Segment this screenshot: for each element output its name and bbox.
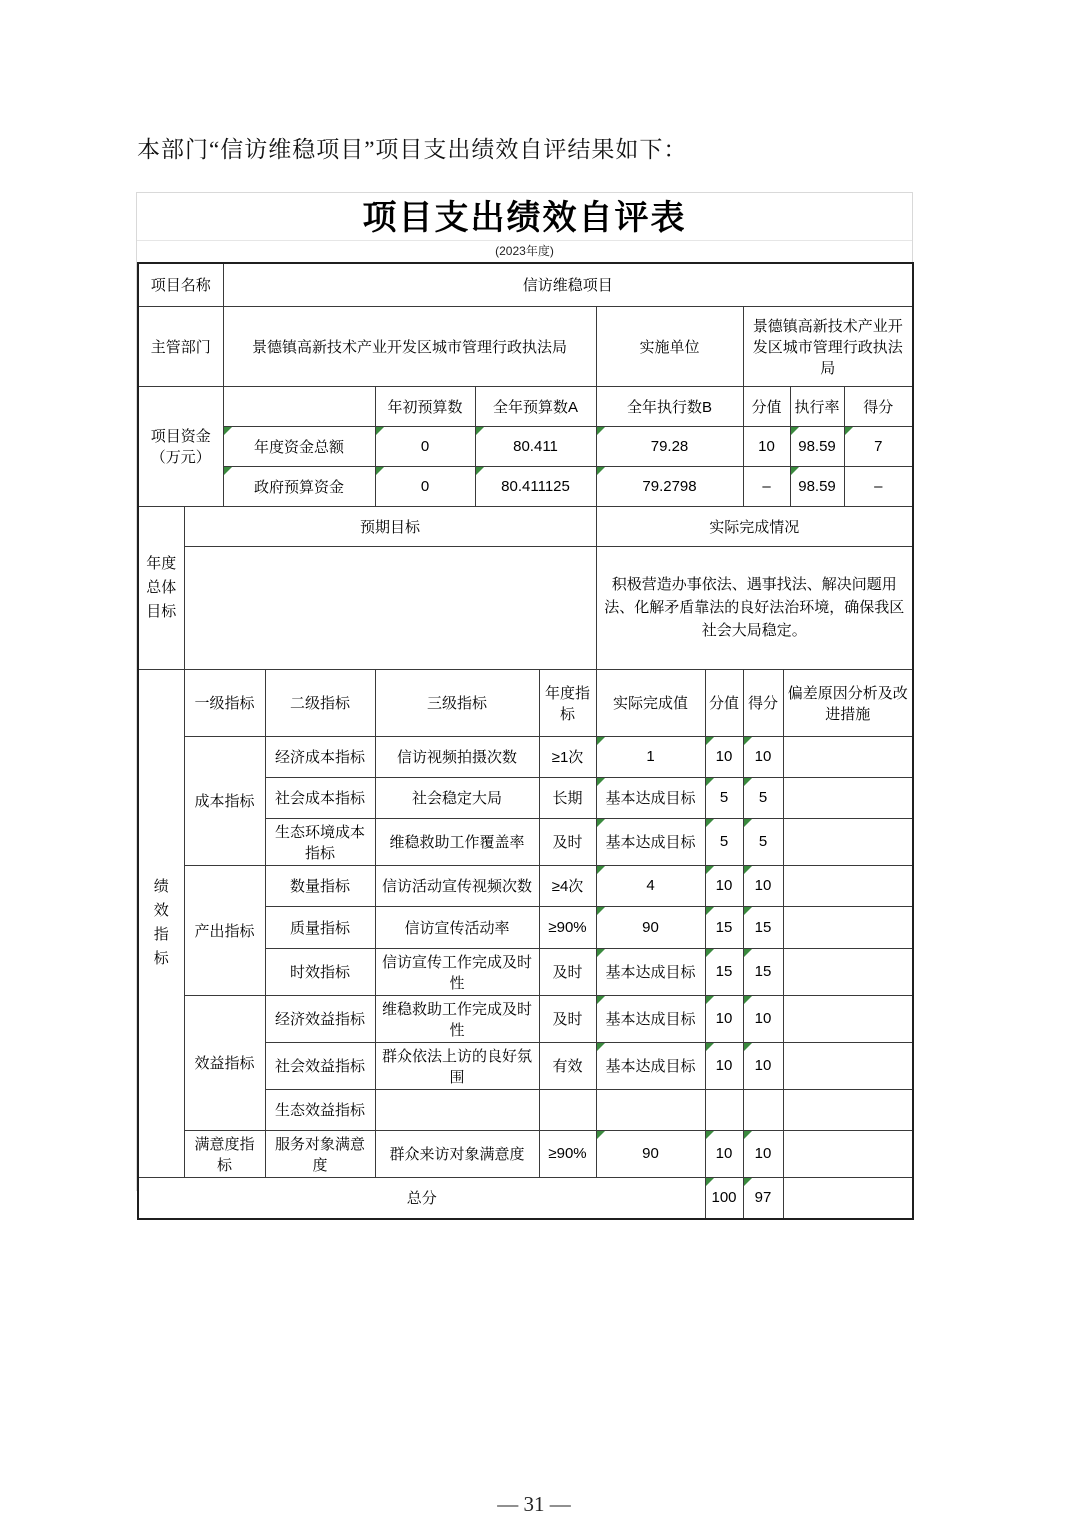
l1-cost: 成本指标 [184,736,265,865]
score-cell: 5 [743,818,783,865]
table-row [138,546,913,669]
target-cell: 有效 [539,1042,596,1089]
actual-completion-header: 实际完成情况 [596,506,913,546]
deviation-cell [783,948,913,995]
intro-text: 本部门“信访维稳项目”项目支出绩效自评结果如下： [137,137,688,162]
table-row [138,1130,913,1177]
table-row [138,1177,913,1219]
l3-cell: 维稳救助工作覆盖率 [375,818,539,865]
l3-cell: 维稳救助工作完成及时性 [375,995,539,1042]
funding-score: – [844,466,913,506]
funding-row-name: 年度资金总额 [223,426,375,466]
deviation-cell [783,1130,913,1177]
funding-executed: 79.2798 [596,466,743,506]
weight-cell: 5 [705,818,743,865]
l1-satisfaction: 满意度指标 [184,1130,265,1177]
evaluation-table [137,262,914,1220]
actual-cell: 1 [596,736,705,777]
l3-cell: 群众来访对象满意度 [375,1130,539,1177]
l3-cell: 群众依法上访的良好氛围 [375,1042,539,1089]
indicator-header-l2: 二级指标 [265,669,375,736]
deviation-cell [783,865,913,906]
weight-cell: 15 [705,948,743,995]
target-cell: 长期 [539,777,596,818]
actual-cell: 基本达成目标 [596,777,705,818]
dept-label: 主管部门 [138,306,223,386]
l2-cell: 时效指标 [265,948,375,995]
funding-annual: 80.411125 [475,466,596,506]
funding-weight: – [743,466,790,506]
funding-row-name: 政府预算资金 [223,466,375,506]
impl-unit-value: 景德镇高新技术产业开发区城市管理行政执法局 [743,306,913,386]
indicator-header-score: 得分 [743,669,783,736]
l2-cell: 生态效益指标 [265,1089,375,1130]
weight-cell: 10 [705,1042,743,1089]
funding-weight: 10 [743,426,790,466]
weight-cell: 10 [705,736,743,777]
target-cell: ≥4次 [539,865,596,906]
weight-cell: 10 [705,865,743,906]
total-label: 总分 [138,1177,705,1219]
target-cell: ≥1次 [539,736,596,777]
l1-output: 产出指标 [184,865,265,995]
total-deviation [783,1177,913,1219]
table-row [138,506,913,546]
total-score: 97 [743,1177,783,1219]
table-row [138,736,913,777]
table-title: 项目支出绩效自评表 [137,193,912,241]
deviation-cell [783,736,913,777]
l2-cell: 社会成本指标 [265,777,375,818]
actual-cell: 基本达成目标 [596,948,705,995]
table-row [138,306,913,386]
l3-cell: 信访宣传活动率 [375,906,539,948]
deviation-cell [783,818,913,865]
l3-cell: 社会稳定大局 [375,777,539,818]
indicators-label: 绩效指标 [138,669,184,1177]
l3-cell: 信访活动宣传视频次数 [375,865,539,906]
indicator-header-target: 年度指标 [539,669,596,736]
impl-unit-label: 实施单位 [596,306,743,386]
score-cell: 10 [743,1042,783,1089]
l3-cell: 信访宣传工作完成及时性 [375,948,539,995]
funding-header-annual-budget: 全年预算数A [475,386,596,426]
funding-score: 7 [844,426,913,466]
funding-annual: 80.411 [475,426,596,466]
funding-header-initial-budget: 年初预算数 [375,386,475,426]
weight-cell: 10 [705,995,743,1042]
actual-cell: 基本达成目标 [596,1042,705,1089]
table-subtitle: (2023年度) [137,241,912,263]
score-cell: 15 [743,906,783,948]
l3-cell [375,1089,539,1130]
l2-cell: 生态环境成本指标 [265,818,375,865]
funding-header-blank [223,386,375,426]
funding-header-rate: 执行率 [790,386,844,426]
actual-cell: 90 [596,1130,705,1177]
evaluation-table-panel [137,193,912,1208]
score-cell: 10 [743,865,783,906]
table-row [138,426,913,466]
l2-cell: 数量指标 [265,865,375,906]
target-cell: 及时 [539,948,596,995]
score-cell: 10 [743,1130,783,1177]
table-row [138,865,913,906]
l2-cell: 经济效益指标 [265,995,375,1042]
project-name-value: 信访维稳项目 [223,263,913,306]
annual-goal-label: 年度总体目标 [138,506,184,669]
score-cell: 10 [743,995,783,1042]
indicator-header-deviation: 偏差原因分析及改进措施 [783,669,913,736]
l1-benefit: 效益指标 [184,995,265,1130]
funding-header-score: 得分 [844,386,913,426]
actual-cell [596,1089,705,1130]
l2-cell: 经济成本指标 [265,736,375,777]
expected-goal-value [184,546,596,669]
table-row [138,386,913,426]
project-name-label: 项目名称 [138,263,223,306]
funding-header-weight: 分值 [743,386,790,426]
weight-cell: 15 [705,906,743,948]
funding-label: 项目资金（万元） [138,386,223,506]
weight-cell: 10 [705,1130,743,1177]
actual-completion-value: 积极营造办事依法、遇事找法、解决问题用法、化解矛盾靠法的良好法治环境，确保我区社会大局稳定。 [596,546,913,669]
funding-initial: 0 [375,466,475,506]
deviation-cell [783,995,913,1042]
indicator-header-l1: 一级指标 [184,669,265,736]
table-row [138,263,913,306]
score-cell: 15 [743,948,783,995]
actual-cell: 90 [596,906,705,948]
score-cell: 5 [743,777,783,818]
indicator-header-actual: 实际完成值 [596,669,705,736]
weight-cell [705,1089,743,1130]
actual-cell: 基本达成目标 [596,995,705,1042]
funding-header-executed: 全年执行数B [596,386,743,426]
funding-initial: 0 [375,426,475,466]
l2-cell: 社会效益指标 [265,1042,375,1089]
actual-cell: 4 [596,865,705,906]
funding-rate: 98.59 [790,466,844,506]
indicator-header-l3: 三级指标 [375,669,539,736]
target-cell: ≥90% [539,906,596,948]
score-cell: 10 [743,736,783,777]
table-row [138,995,913,1042]
total-weight: 100 [705,1177,743,1219]
deviation-cell [783,1089,913,1130]
target-cell: ≥90% [539,1130,596,1177]
actual-cell: 基本达成目标 [596,818,705,865]
table-row [138,669,913,736]
dept-value: 景德镇高新技术产业开发区城市管理行政执法局 [223,306,596,386]
l3-cell: 信访视频拍摄次数 [375,736,539,777]
target-cell: 及时 [539,995,596,1042]
funding-executed: 79.28 [596,426,743,466]
expected-goal-header: 预期目标 [184,506,596,546]
deviation-cell [783,1042,913,1089]
target-cell [539,1089,596,1130]
deviation-cell [783,777,913,818]
weight-cell: 5 [705,777,743,818]
funding-rate: 98.59 [790,426,844,466]
l2-cell: 质量指标 [265,906,375,948]
page-number: — 31 — [497,1492,571,1516]
deviation-cell [783,906,913,948]
table-row [138,466,913,506]
indicator-header-weight: 分值 [705,669,743,736]
l2-cell: 服务对象满意度 [265,1130,375,1177]
target-cell: 及时 [539,818,596,865]
score-cell [743,1089,783,1130]
